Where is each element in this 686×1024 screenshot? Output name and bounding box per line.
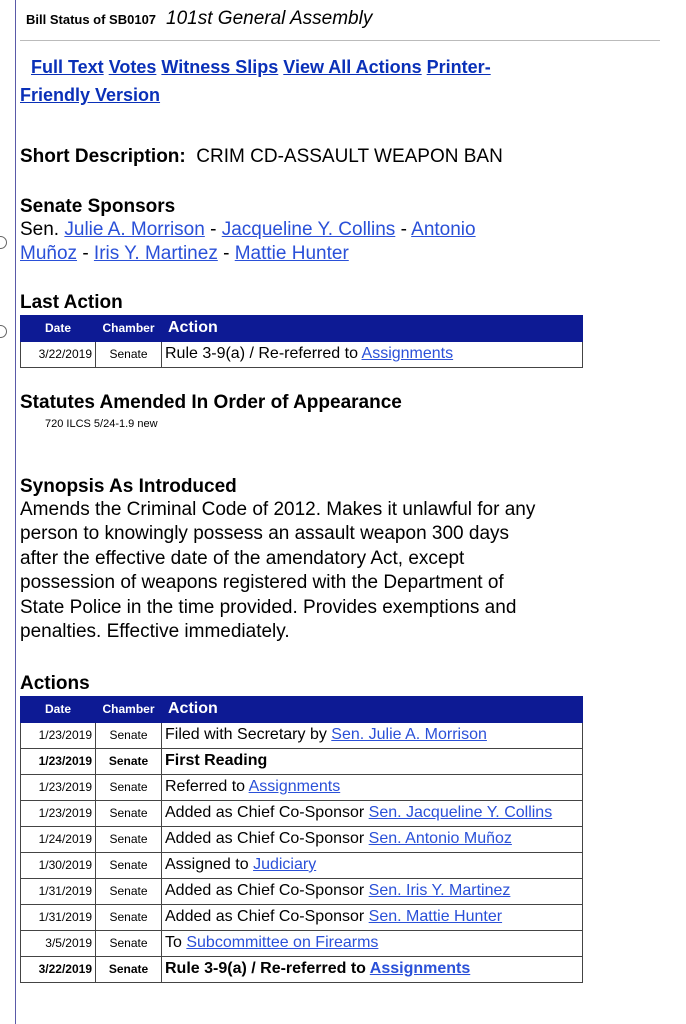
table-row [21, 878, 583, 904]
action-date: 1/23/2019 [21, 748, 96, 774]
nav-links [20, 53, 660, 109]
action-date: 1/24/2019 [21, 826, 96, 852]
action-date: 1/23/2019 [21, 800, 96, 826]
action-date: 3/22/2019 [21, 341, 96, 367]
title-bar [20, 8, 660, 41]
action-date: 1/30/2019 [21, 852, 96, 878]
view-all-actions-link[interactable]: View All Actions [283, 57, 422, 77]
action-chamber: Senate [96, 341, 162, 367]
sponsor-link[interactable]: Iris Y. Martinez [93, 243, 218, 264]
action-text: To [165, 934, 187, 951]
synopsis-line: possession of weapons registered with the Department of [20, 572, 504, 593]
full-text-link[interactable]: Full Text [31, 57, 104, 77]
action-link[interactable]: Sen. Antonio Muñoz [368, 830, 512, 847]
action-date: 3/22/2019 [21, 956, 96, 982]
sponsor-link[interactable]: Muñoz [20, 243, 78, 264]
sponsor-separator: - [210, 218, 217, 240]
action-link[interactable]: Judiciary [253, 856, 317, 873]
action-chamber: Senate [96, 956, 162, 982]
sponsor-prefix: Sen. [20, 218, 60, 240]
action-text: Assigned to [165, 856, 254, 873]
action-description [162, 722, 583, 748]
action-link[interactable]: Sen. Julie A. Morrison [331, 726, 487, 743]
action-text: Added as Chief Co-Sponsor [165, 830, 369, 847]
page-content [20, 0, 660, 983]
action-chamber: Senate [96, 878, 162, 904]
witness-slips-link[interactable]: Witness Slips [161, 57, 279, 77]
table-row [21, 904, 583, 930]
action-description [162, 852, 583, 878]
action-text: Rule 3-9(a) / Re-referred to [165, 345, 358, 362]
assembly-title: 101st General Assembly [166, 8, 373, 29]
action-date: 3/5/2019 [21, 930, 96, 956]
date-column-header: Date [21, 696, 96, 722]
synopsis-line: State Police in the time provided. Provides exemptions and [20, 596, 517, 618]
votes-link[interactable]: Votes [108, 57, 157, 77]
statutes-section [20, 392, 660, 430]
action-description [162, 956, 583, 982]
synopsis-text [20, 498, 660, 645]
action-text: Rule 3-9(a) / Re-referred to [165, 960, 370, 977]
action-date: 1/31/2019 [21, 878, 96, 904]
action-chamber: Senate [96, 774, 162, 800]
action-link[interactable]: Assignments [369, 960, 471, 977]
action-description [162, 826, 583, 852]
table-header-row [21, 696, 583, 722]
action-chamber: Senate [96, 852, 162, 878]
action-link[interactable]: Sen. Mattie Hunter [368, 908, 503, 925]
action-text: First Reading [165, 752, 268, 769]
action-link[interactable]: Subcommittee on Firearms [186, 934, 379, 951]
synopsis-line: person to knowingly possess an assault weapon 300 days [20, 523, 510, 544]
action-link[interactable]: Assignments [361, 345, 454, 362]
side-radio-button[interactable] [0, 236, 7, 249]
senate-sponsors-section [20, 196, 660, 267]
actions-table [20, 696, 583, 983]
sponsor-separator: - [82, 243, 89, 264]
table-row [21, 774, 583, 800]
action-description [162, 748, 583, 774]
synopsis-line: penalties. Effective immediately. [20, 621, 290, 642]
short-description-value: CRIM CD-ASSAULT WEAPON BAN [196, 146, 503, 167]
action-chamber: Senate [96, 904, 162, 930]
senate-sponsors-heading: Senate Sponsors [20, 195, 176, 217]
action-text: Added as Chief Co-Sponsor [165, 882, 369, 899]
short-description [20, 145, 660, 170]
sponsor-link[interactable]: Jacqueline Y. Collins [221, 218, 396, 240]
chamber-column-header: Chamber [96, 315, 162, 341]
statute-entry: 720 ILCS 5/24-1.9 new [45, 417, 158, 430]
action-description [162, 341, 583, 367]
printer-friendly-part2: Friendly Version [20, 85, 161, 105]
table-row [21, 930, 583, 956]
action-column-header: Action [162, 696, 583, 722]
sponsor-link[interactable]: Julie A. Morrison [64, 218, 205, 240]
last-action-heading: Last Action [20, 291, 123, 313]
sponsor-separator: - [223, 243, 230, 264]
action-description [162, 774, 583, 800]
sponsor-link[interactable]: Antonio [411, 218, 476, 240]
table-row [21, 800, 583, 826]
table-row [21, 852, 583, 878]
action-text: Added as Chief Co-Sponsor [165, 908, 369, 925]
action-text: Added as Chief Co-Sponsor [165, 804, 369, 821]
date-column-header: Date [21, 315, 96, 341]
sponsor-link[interactable]: Mattie Hunter [234, 243, 349, 264]
table-header-row [21, 315, 583, 341]
statutes-heading: Statutes Amended In Order of Appearance [20, 391, 402, 413]
short-description-label: Short Description: [20, 146, 186, 167]
synopsis-line: Amends the Criminal Code of 2012. Makes it unlawful for any [20, 498, 536, 520]
action-chamber: Senate [96, 930, 162, 956]
action-chamber: Senate [96, 748, 162, 774]
action-link[interactable]: Sen. Iris Y. Martinez [368, 882, 511, 899]
sponsor-list [20, 218, 660, 267]
action-link[interactable]: Assignments [248, 778, 341, 795]
last-action-table [20, 315, 583, 368]
action-description [162, 930, 583, 956]
sponsor-separator: - [400, 218, 407, 240]
action-date: 1/31/2019 [21, 904, 96, 930]
table-row [21, 748, 583, 774]
synopsis-heading: Synopsis As Introduced [20, 475, 237, 497]
table-row [21, 826, 583, 852]
bill-status-label: Bill Status of SB0107 [26, 12, 157, 27]
action-chamber: Senate [96, 826, 162, 852]
side-radio-button[interactable] [0, 325, 7, 338]
action-chamber: Senate [96, 722, 162, 748]
action-description [162, 878, 583, 904]
table-row [21, 956, 583, 982]
synopsis-line: after the effective date of the amendatory Act, except [20, 547, 465, 569]
action-date: 1/23/2019 [21, 722, 96, 748]
action-text: Referred to [165, 778, 249, 795]
actions-section [20, 672, 660, 983]
action-date: 1/23/2019 [21, 774, 96, 800]
action-column-header: Action [162, 315, 583, 341]
action-description [162, 904, 583, 930]
actions-heading: Actions [20, 672, 90, 694]
last-action-section [20, 291, 660, 368]
table-row [21, 722, 583, 748]
table-row [21, 341, 583, 367]
action-description [162, 800, 583, 826]
left-border-line [15, 0, 16, 1024]
printer-friendly-part1: Printer- [426, 57, 491, 77]
synopsis-section [20, 476, 660, 645]
action-link[interactable]: Sen. Jacqueline Y. Collins [368, 804, 553, 821]
chamber-column-header: Chamber [96, 696, 162, 722]
action-text: Filed with Secretary by [165, 726, 332, 743]
action-chamber: Senate [96, 800, 162, 826]
